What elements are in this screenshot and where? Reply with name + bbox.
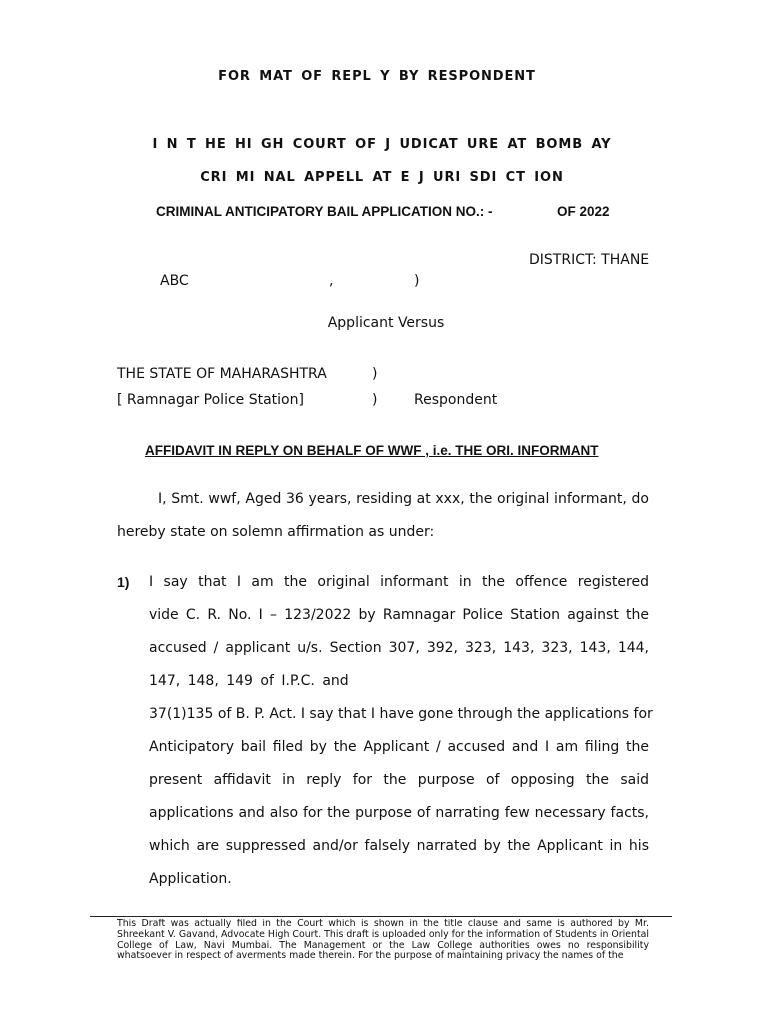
paragraph-line: applications and also for the purpose of narrating few necessary facts, xyxy=(149,805,649,821)
application-number-label: CRIMINAL ANTICIPATORY BAIL APPLICATION NO.: - xyxy=(156,204,493,219)
application-year: OF 2022 xyxy=(557,204,610,219)
applicant-name: ABC xyxy=(160,273,189,289)
jurisdiction-title: CRI MI NAL APPELL AT E J URI SDI CT ION xyxy=(200,170,564,185)
paragraph-number: 1) xyxy=(117,574,130,590)
intro-paragraph-line: I, Smt. wwf, Aged 36 years, residing at xxx, the original informant, do xyxy=(158,491,649,507)
paragraph-line: Application. xyxy=(149,871,232,887)
paragraph-line: which are suppressed and/or falsely narrated by the Applicant in his xyxy=(149,838,649,854)
paragraph-line: vide C. R. No. I – 123/2022 by Ramnagar Police Station against the xyxy=(149,607,649,623)
format-title: FOR MAT OF REPL Y BY RESPONDENT xyxy=(218,69,536,84)
intro-paragraph-line: hereby state on solemn affirmation as under: xyxy=(117,524,435,540)
paragraph-line: accused / applicant u/s. Section 307, 392, 323, 143, 323, 143, 144, xyxy=(149,640,649,656)
respondent-label: Respondent xyxy=(414,392,498,408)
paragraph-line: 37(1)135 of B. P. Act. I say that I have gone through the applications for xyxy=(149,706,653,722)
applicant-comma: , xyxy=(329,273,334,289)
respondent-name: THE STATE OF MAHARASHTRA xyxy=(117,366,327,382)
paragraph-line: present affidavit in reply for the purpose of opposing the said xyxy=(149,772,649,788)
paragraph-line: 147, 148, 149 of I.P.C. and xyxy=(149,673,349,689)
affidavit-heading: AFFIDAVIT IN REPLY ON BEHALF OF WWF , i.e. THE ORI. INFORMANT xyxy=(145,443,599,458)
respondent-bracket: ) xyxy=(372,366,378,382)
court-title: I N T HE HI GH COURT OF J UDICAT URE AT BOMB AY xyxy=(152,137,612,152)
applicant-versus: Applicant Versus xyxy=(327,315,445,331)
respondent-bracket: ) xyxy=(372,392,378,408)
paragraph-line: I say that I am the original informant in the offence registered xyxy=(149,574,649,590)
district-label: DISTRICT: THANE xyxy=(529,252,650,268)
paragraph-line: Anticipatory bail filed by the Applicant / accused and I am filing the xyxy=(149,739,649,755)
applicant-bracket: ) xyxy=(414,273,420,289)
footnote-divider xyxy=(90,916,672,917)
respondent-police-station: [ Ramnagar Police Station] xyxy=(117,392,304,408)
footnote-disclaimer: This Draft was actually filed in the Court which is shown in the title clause and same is authored by Mr. Shreekant V. Gavand, Advocate High Court. This draft is uploaded only for the information of Students in Oriental College of Law, Navi Mumbai. The Management or the Law College authorities owes no responsibility whatsoever in respect of averments made therein. For the purpose of maintaining privacy the names of the xyxy=(117,919,649,962)
